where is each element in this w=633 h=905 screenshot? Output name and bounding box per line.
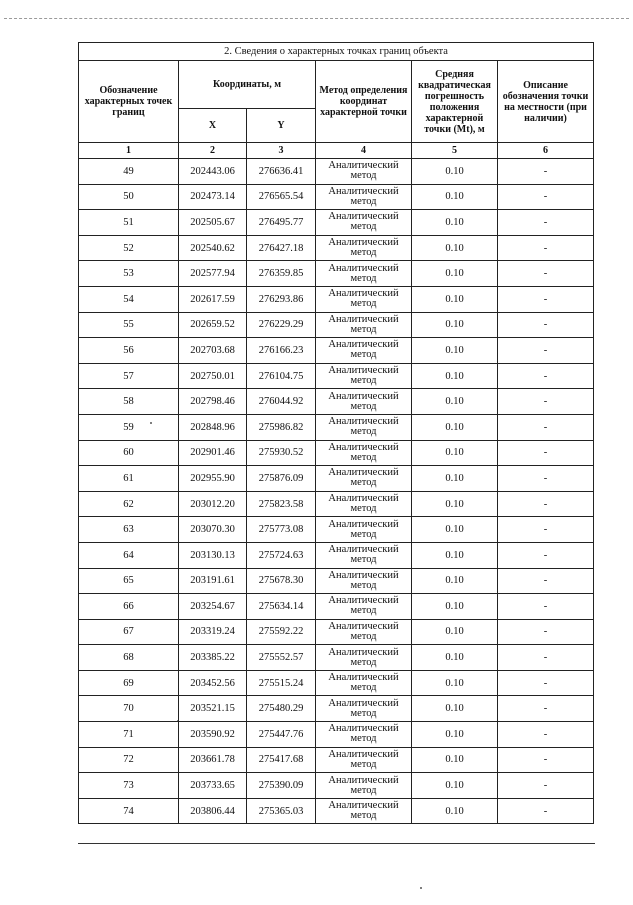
header-y: Y — [247, 109, 316, 143]
table-row — [79, 517, 594, 543]
cell-point-id: 73 — [79, 773, 179, 799]
cell-accuracy: 0.10 — [412, 389, 498, 415]
table-row — [79, 363, 594, 389]
cell-point-id: 57 — [79, 363, 179, 389]
table-row — [79, 696, 594, 722]
cell-description: - — [498, 363, 594, 389]
cell-description: - — [498, 747, 594, 773]
cell-x: 202617.59 — [179, 286, 247, 312]
cell-method: Аналитический метод — [316, 542, 412, 568]
cell-point-id: 64 — [79, 542, 179, 568]
cell-description: - — [498, 619, 594, 645]
cell-x: 203806.44 — [179, 798, 247, 824]
table-row — [79, 389, 594, 415]
cell-y: 275876.09 — [247, 466, 316, 492]
cell-method: Аналитический метод — [316, 261, 412, 287]
cell-x: 203521.15 — [179, 696, 247, 722]
cell-method: Аналитический метод — [316, 594, 412, 620]
cell-method: Аналитический метод — [316, 645, 412, 671]
cell-x: 202473.14 — [179, 184, 247, 210]
cell-point-id: 63 — [79, 517, 179, 543]
cell-y: 275724.63 — [247, 542, 316, 568]
cell-point-id: 56 — [79, 338, 179, 364]
cell-x: 202443.06 — [179, 159, 247, 185]
cell-y: 276044.92 — [247, 389, 316, 415]
cell-x: 203452.56 — [179, 670, 247, 696]
cell-description: - — [498, 235, 594, 261]
table-row — [79, 338, 594, 364]
cell-description: - — [498, 517, 594, 543]
table-row — [79, 645, 594, 671]
cell-method: Аналитический метод — [316, 670, 412, 696]
cell-y: 275930.52 — [247, 440, 316, 466]
cell-method: Аналитический метод — [316, 389, 412, 415]
cell-accuracy: 0.10 — [412, 414, 498, 440]
cell-method: Аналитический метод — [316, 491, 412, 517]
cell-y: 275634.14 — [247, 594, 316, 620]
cell-point-id: 69 — [79, 670, 179, 696]
cell-y: 276104.75 — [247, 363, 316, 389]
footer-rule — [78, 843, 595, 844]
table-row — [79, 414, 594, 440]
cell-description: - — [498, 773, 594, 799]
cell-description: - — [498, 670, 594, 696]
cell-description: - — [498, 414, 594, 440]
cell-description: - — [498, 159, 594, 185]
table-row — [79, 261, 594, 287]
cell-x: 202955.90 — [179, 466, 247, 492]
cell-y: 275447.76 — [247, 722, 316, 748]
cell-description: - — [498, 722, 594, 748]
cell-point-id: 74 — [79, 798, 179, 824]
cell-point-id: 70 — [79, 696, 179, 722]
cell-description: - — [498, 645, 594, 671]
cell-x: 202703.68 — [179, 338, 247, 364]
cell-accuracy: 0.10 — [412, 798, 498, 824]
cell-y: 275986.82 — [247, 414, 316, 440]
table-row — [79, 286, 594, 312]
cell-description: - — [498, 286, 594, 312]
cell-point-id: 66 — [79, 594, 179, 620]
cell-accuracy: 0.10 — [412, 696, 498, 722]
cell-y: 275592.22 — [247, 619, 316, 645]
cell-description: - — [498, 210, 594, 236]
cell-point-id: 51 — [79, 210, 179, 236]
cell-point-id: 49 — [79, 159, 179, 185]
cell-y: 276166.23 — [247, 338, 316, 364]
cell-y: 276636.41 — [247, 159, 316, 185]
column-number: 5 — [412, 143, 498, 159]
cell-method: Аналитический метод — [316, 466, 412, 492]
cell-accuracy: 0.10 — [412, 286, 498, 312]
column-number: 1 — [79, 143, 179, 159]
cell-description: - — [498, 312, 594, 338]
cell-method: Аналитический метод — [316, 159, 412, 185]
cell-method: Аналитический метод — [316, 568, 412, 594]
cell-x: 202505.67 — [179, 210, 247, 236]
table-row — [79, 159, 594, 185]
cell-x: 203385.22 — [179, 645, 247, 671]
cell-accuracy: 0.10 — [412, 466, 498, 492]
cell-x: 203661.78 — [179, 747, 247, 773]
cell-x: 202798.46 — [179, 389, 247, 415]
cell-description: - — [498, 542, 594, 568]
cell-accuracy: 0.10 — [412, 645, 498, 671]
cell-accuracy: 0.10 — [412, 235, 498, 261]
boundary-points-table — [78, 42, 594, 824]
column-number: 4 — [316, 143, 412, 159]
cell-y: 275552.57 — [247, 645, 316, 671]
cell-accuracy: 0.10 — [412, 568, 498, 594]
cell-point-id: 58 — [79, 389, 179, 415]
cell-method: Аналитический метод — [316, 184, 412, 210]
table-row — [79, 491, 594, 517]
cell-x: 203130.13 — [179, 542, 247, 568]
cell-description: - — [498, 261, 594, 287]
table-row — [79, 235, 594, 261]
cell-method: Аналитический метод — [316, 517, 412, 543]
cell-method: Аналитический метод — [316, 722, 412, 748]
cell-y: 276359.85 — [247, 261, 316, 287]
cell-description: - — [498, 389, 594, 415]
cell-x: 203070.30 — [179, 517, 247, 543]
cell-accuracy: 0.10 — [412, 159, 498, 185]
table-row — [79, 619, 594, 645]
cell-y: 276565.54 — [247, 184, 316, 210]
cell-y: 275678.30 — [247, 568, 316, 594]
column-number: 6 — [498, 143, 594, 159]
cell-accuracy: 0.10 — [412, 594, 498, 620]
cell-accuracy: 0.10 — [412, 338, 498, 364]
cell-method: Аналитический метод — [316, 773, 412, 799]
cell-y: 275480.29 — [247, 696, 316, 722]
cell-x: 202659.52 — [179, 312, 247, 338]
header-coordinates: Координаты, м — [179, 61, 316, 109]
cell-point-id: 52 — [79, 235, 179, 261]
table-row — [79, 670, 594, 696]
cell-accuracy: 0.10 — [412, 491, 498, 517]
cell-point-id: 54 — [79, 286, 179, 312]
cell-accuracy: 0.10 — [412, 773, 498, 799]
cell-accuracy: 0.10 — [412, 261, 498, 287]
cell-description: - — [498, 338, 594, 364]
cell-accuracy: 0.10 — [412, 670, 498, 696]
header-description: Описание обозначения точки на местности (при наличии) — [498, 61, 594, 143]
cell-y: 275823.58 — [247, 491, 316, 517]
cell-y: 275365.03 — [247, 798, 316, 824]
cell-description: - — [498, 491, 594, 517]
cell-description: - — [498, 440, 594, 466]
cell-description: - — [498, 798, 594, 824]
header-accuracy: Средняя квадратическая погрешность положения характерной точки (Mt), м — [412, 61, 498, 143]
column-number: 2 — [179, 143, 247, 159]
cell-point-id: 50 — [79, 184, 179, 210]
cell-point-id: 59 — [79, 414, 179, 440]
cell-description: - — [498, 568, 594, 594]
cell-method: Аналитический метод — [316, 696, 412, 722]
table-row — [79, 440, 594, 466]
scan-speck — [420, 887, 422, 889]
cell-accuracy: 0.10 — [412, 184, 498, 210]
table-row — [79, 210, 594, 236]
cell-x: 202577.94 — [179, 261, 247, 287]
cell-description: - — [498, 184, 594, 210]
cell-point-id: 61 — [79, 466, 179, 492]
cell-accuracy: 0.10 — [412, 363, 498, 389]
cell-x: 203191.61 — [179, 568, 247, 594]
cell-x: 202848.96 — [179, 414, 247, 440]
cell-accuracy: 0.10 — [412, 619, 498, 645]
table-row — [79, 798, 594, 824]
cell-method: Аналитический метод — [316, 798, 412, 824]
cell-method: Аналитический метод — [316, 747, 412, 773]
header-method: Метод определения координат характерной точки — [316, 61, 412, 143]
cell-y: 275773.08 — [247, 517, 316, 543]
cell-accuracy: 0.10 — [412, 722, 498, 748]
cell-y: 275417.68 — [247, 747, 316, 773]
table-row — [79, 184, 594, 210]
cell-method: Аналитический метод — [316, 619, 412, 645]
section-title: 2. Сведения о характерных точках границ объекта — [79, 43, 594, 61]
cell-accuracy: 0.10 — [412, 517, 498, 543]
cell-accuracy: 0.10 — [412, 312, 498, 338]
cell-x: 202750.01 — [179, 363, 247, 389]
cell-x: 203319.24 — [179, 619, 247, 645]
table-row — [79, 747, 594, 773]
cell-y: 276229.29 — [247, 312, 316, 338]
table-row — [79, 466, 594, 492]
cell-x: 203012.20 — [179, 491, 247, 517]
cell-method: Аналитический метод — [316, 363, 412, 389]
cell-point-id: 60 — [79, 440, 179, 466]
column-number: 3 — [247, 143, 316, 159]
cell-x: 202901.46 — [179, 440, 247, 466]
header-x: X — [179, 109, 247, 143]
cell-description: - — [498, 696, 594, 722]
cell-x: 202540.62 — [179, 235, 247, 261]
cell-y: 275515.24 — [247, 670, 316, 696]
table-row — [79, 773, 594, 799]
table-row — [79, 722, 594, 748]
cell-accuracy: 0.10 — [412, 210, 498, 236]
cell-point-id: 72 — [79, 747, 179, 773]
table-row — [79, 568, 594, 594]
cell-method: Аналитический метод — [316, 235, 412, 261]
header-point-designation: Обозначение характерных точек границ — [79, 61, 179, 143]
cell-accuracy: 0.10 — [412, 542, 498, 568]
cell-description: - — [498, 594, 594, 620]
cell-accuracy: 0.10 — [412, 440, 498, 466]
cell-method: Аналитический метод — [316, 312, 412, 338]
cell-point-id: 65 — [79, 568, 179, 594]
cell-y: 276495.77 — [247, 210, 316, 236]
cell-method: Аналитический метод — [316, 414, 412, 440]
table-row — [79, 312, 594, 338]
cell-point-id: 53 — [79, 261, 179, 287]
cell-method: Аналитический метод — [316, 210, 412, 236]
cell-method: Аналитический метод — [316, 440, 412, 466]
table-row — [79, 594, 594, 620]
cell-y: 276293.86 — [247, 286, 316, 312]
cell-y: 276427.18 — [247, 235, 316, 261]
cell-method: Аналитический метод — [316, 286, 412, 312]
cell-point-id: 68 — [79, 645, 179, 671]
scan-top-dashed-line — [4, 18, 629, 19]
cell-point-id: 55 — [79, 312, 179, 338]
cell-method: Аналитический метод — [316, 338, 412, 364]
cell-x: 203733.65 — [179, 773, 247, 799]
column-numbers-row — [79, 143, 594, 159]
cell-point-id: 67 — [79, 619, 179, 645]
cell-y: 275390.09 — [247, 773, 316, 799]
cell-x: 203590.92 — [179, 722, 247, 748]
cell-description: - — [498, 466, 594, 492]
cell-point-id: 62 — [79, 491, 179, 517]
cell-point-id: 71 — [79, 722, 179, 748]
table-row — [79, 542, 594, 568]
cell-x: 203254.67 — [179, 594, 247, 620]
cell-accuracy: 0.10 — [412, 747, 498, 773]
